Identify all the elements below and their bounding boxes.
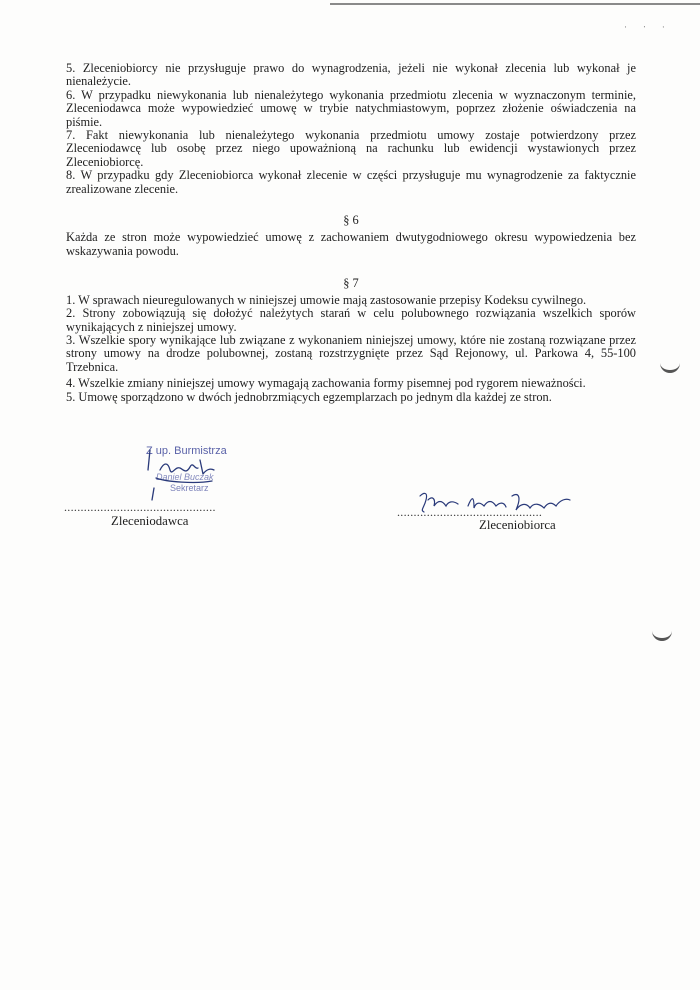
paragraph-8: 8. W przypadku gdy Zleceniobiorca wykonał zlecenie w części przysługuje mu wynagrodzenie za faktycznie zrealizowane zlecenie. [66, 168, 636, 196]
paragraph-5: 5. Zleceniobiorcy nie przysługuje prawo do wynagrodzenia, jeżeli nie wykonał zlecenia lub wykonał je nienależycie. [66, 61, 636, 89]
right-signature-dotted-line: ............................................ [397, 505, 543, 519]
left-signature-dotted-line: .............................................. [64, 500, 216, 514]
left-signatory-role: Zleceniodawca [111, 514, 189, 528]
section-7-item-2: 2. Strony zobowiązują się dołożyć należytych starań w celu polubownego rozwiązania wszelkich sporów wynikających z niniejszej umowy. [66, 306, 636, 334]
scan-edge-line [330, 3, 700, 5]
section-6-heading: § 6 [343, 213, 359, 228]
scan-specks: ·‧· [624, 22, 681, 32]
section-7-item-4: 4. Wszelkie zmiany niniejszej umowy wymagają zachowania formy pisemnej pod rygorem nieważności. [66, 376, 586, 391]
paragraph-7: 7. Fakt niewykonania lub nienależytego wykonania przedmiotu umowy zostaje potwierdzony przez Zleceniodawcę lub osobę przez niego upoważnioną na rachunku lub ewidencji wystawionych przez Zleceniobiorcę. [66, 128, 636, 169]
punch-hole-mark [660, 360, 680, 373]
document-body [66, 62, 636, 404]
section-7-item-3: 3. Wszelkie spory wynikające lub związane z wykonaniem niniejszej umowy, które nie zostaną rozwiązane przez strony umowy na drodze polubownej, zostaną rozstrzygnięte przez Sąd Rejonowy, ul. Parkowa 4, 55-100 Trzebnica. [66, 332, 636, 374]
section-7-item-5: 5. Umowę sporządzono w dwóch jednobrzmiących egzemplarzach po jednym dla każdej ze stron. [66, 389, 552, 404]
stamp-line-1: Z up. Burmistrza [146, 445, 227, 457]
section-7-item-1: 1. W sprawach nieuregulowanych w niniejszej umowie mają zastosowanie przepisy Kodeksu cywilnego. [66, 292, 587, 307]
right-signatory-role: Zleceniobiorca [479, 518, 556, 532]
stamp-line-3: Sekretarz [170, 483, 209, 493]
section-6-text: Każda ze stron może wypowiedzieć umowę z zachowaniem dwutygodniowego okresu wypowiedzenia bez wskazywania powodu. [66, 230, 636, 258]
section-7-heading: § 7 [343, 276, 359, 291]
stamp-line-2: Daniel Buczak [156, 472, 214, 482]
paragraph-6: 6. W przypadku niewykonania lub nienależytego wykonania przedmiotu zlecenia w wyznaczonym terminie, Zleceniodawca może wypowiedzieć umowę w trybie natychmiastowym, poprzez złożenie oświadczenia na piśmie. [66, 87, 636, 129]
punch-hole-mark [652, 628, 672, 641]
